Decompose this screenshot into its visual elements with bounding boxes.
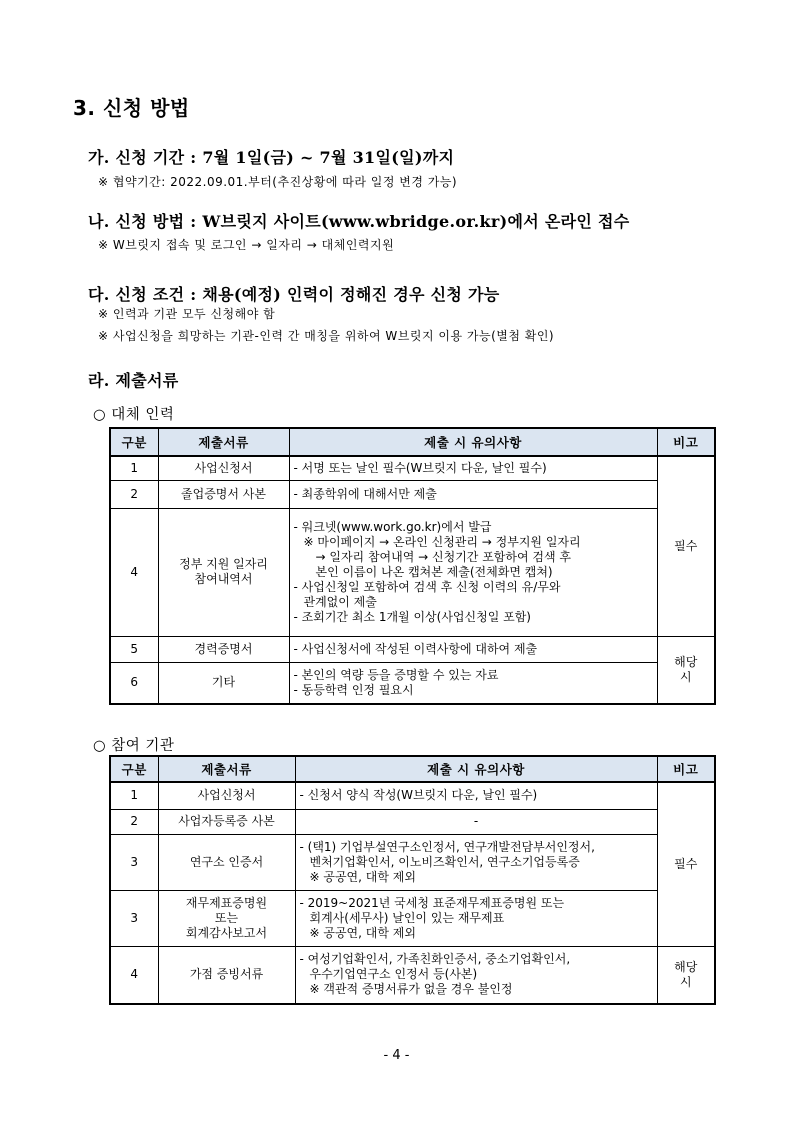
row-notes: - 사업신청서에 작성된 이력사항에 대하여 제출	[289, 636, 657, 662]
heading-method: 나. 신청 방법 : W브릿지 사이트(www.wbridge.or.kr)에서 온라인 접수	[88, 212, 630, 231]
row-doc: 기타	[158, 662, 289, 704]
row-doc: 정부 지원 일자리 참여내역서	[158, 508, 289, 636]
note-condition-2: ※ 사업신청을 희망하는 기관-인력 간 매칭을 위하여 W브릿지 이용 가능(별첨 확인)	[98, 329, 555, 343]
col-header-remark: 비고	[657, 428, 715, 456]
row-notes: - 여성기업확인서, 가족친화인증서, 중소기업확인서, 우수기업연구소 인정서 등(사본) ※ 객관적 증명서류가 없을 경우 불인정	[295, 946, 657, 1004]
row-doc: 사업자등록증 사본	[158, 809, 295, 834]
section-title: 3. 신청 방법	[73, 96, 190, 120]
col-header-remark: 비고	[657, 756, 715, 782]
table-row	[110, 946, 715, 1004]
row-notes: - 본인의 역량 등을 증명할 수 있는 자료 - 동등학력 인정 필요시	[289, 662, 657, 704]
row-doc: 사업신청서	[158, 782, 295, 809]
row-notes: - 최종학위에 대해서만 제출	[289, 480, 657, 508]
table-row	[110, 662, 715, 704]
row-no: 4	[110, 508, 158, 636]
table-row	[110, 782, 715, 809]
row-doc: 가점 증빙서류	[158, 946, 295, 1004]
row-no: 6	[110, 662, 158, 704]
note-method: ※ W브릿지 접속 및 로그인 → 일자리 → 대체인력지원	[98, 238, 395, 252]
table-row	[110, 456, 715, 480]
heading-condition: 다. 신청 조건 : 채용(예정) 인력이 정해진 경우 신청 가능	[88, 285, 500, 304]
col-header-no: 구분	[110, 756, 158, 782]
row-no: 3	[110, 890, 158, 946]
documents-table-personnel	[109, 427, 716, 705]
row-notes: - 신청서 양식 작성(W브릿지 다운, 날인 필수)	[295, 782, 657, 809]
col-header-doc: 제출서류	[158, 428, 289, 456]
row-no: 2	[110, 809, 158, 834]
col-header-no: 구분	[110, 428, 158, 456]
note-period: ※ 협약기간: 2022.09.01.부터(추진상황에 따라 일정 변경 가능)	[98, 175, 458, 189]
row-notes: - 서명 또는 날인 필수(W브릿지 다운, 날인 필수)	[289, 456, 657, 480]
note-condition-1: ※ 인력과 기관 모두 신청해야 함	[98, 307, 276, 321]
col-header-doc: 제출서류	[158, 756, 295, 782]
table2-title: ○ 참여 기관	[93, 738, 175, 754]
row-notes: - 2019~2021년 국세청 표준재무제표증명원 또는 회계사(세무사) 날인이 있는 재무제표 ※ 공공연, 대학 제외	[295, 890, 657, 946]
table1-title: ○ 대체 인력	[93, 407, 175, 423]
row-doc: 졸업증명서 사본	[158, 480, 289, 508]
col-header-notes: 제출 시 유의사항	[289, 428, 657, 456]
remark-applicable: 해당 시	[657, 946, 715, 1004]
table-row	[110, 890, 715, 946]
row-no: 4	[110, 946, 158, 1004]
row-doc: 재무제표증명원 또는 회계감사보고서	[158, 890, 295, 946]
row-no: 3	[110, 834, 158, 890]
heading-documents: 라. 제출서류	[88, 371, 179, 390]
row-doc: 사업신청서	[158, 456, 289, 480]
table-row	[110, 834, 715, 890]
table-row	[110, 480, 715, 508]
table-row	[110, 508, 715, 636]
row-notes: - (택1) 기업부설연구소인정서, 연구개발전담부서인정서, 벤처기업확인서, 이노비즈확인서, 연구소기업등록증 ※ 공공연, 대학 제외	[295, 834, 657, 890]
remark-required: 필수	[657, 456, 715, 636]
row-no: 1	[110, 456, 158, 480]
table-row	[110, 636, 715, 662]
row-doc: 연구소 인증서	[158, 834, 295, 890]
col-header-notes: 제출 시 유의사항	[295, 756, 657, 782]
table-row	[110, 809, 715, 834]
row-doc: 경력증명서	[158, 636, 289, 662]
row-notes: -	[295, 809, 657, 834]
remark-required: 필수	[657, 782, 715, 946]
row-no: 2	[110, 480, 158, 508]
page-number: - 4 -	[383, 1048, 410, 1063]
heading-period: 가. 신청 기간 : 7월 1일(금) ~ 7월 31일(일)까지	[88, 148, 455, 167]
remark-applicable: 해당 시	[657, 636, 715, 704]
row-no: 5	[110, 636, 158, 662]
row-notes: - 워크넷(www.work.go.kr)에서 발급 ※ 마이페이지 → 온라인 신청관리 → 정부지원 일자리 → 일자리 참여내역 → 신청기간 포함하여 검색 후 본인 이름이 나온 캡쳐본 제출(전체화면 캡쳐) - 사업신청일 포함하여 검색 후 신청 이력의 유/무와 관계없이 제출 - 조회기간 최소 1개월 이상(사업신청일 포함)	[289, 508, 657, 636]
row-no: 1	[110, 782, 158, 809]
documents-table-institution	[109, 755, 716, 1005]
